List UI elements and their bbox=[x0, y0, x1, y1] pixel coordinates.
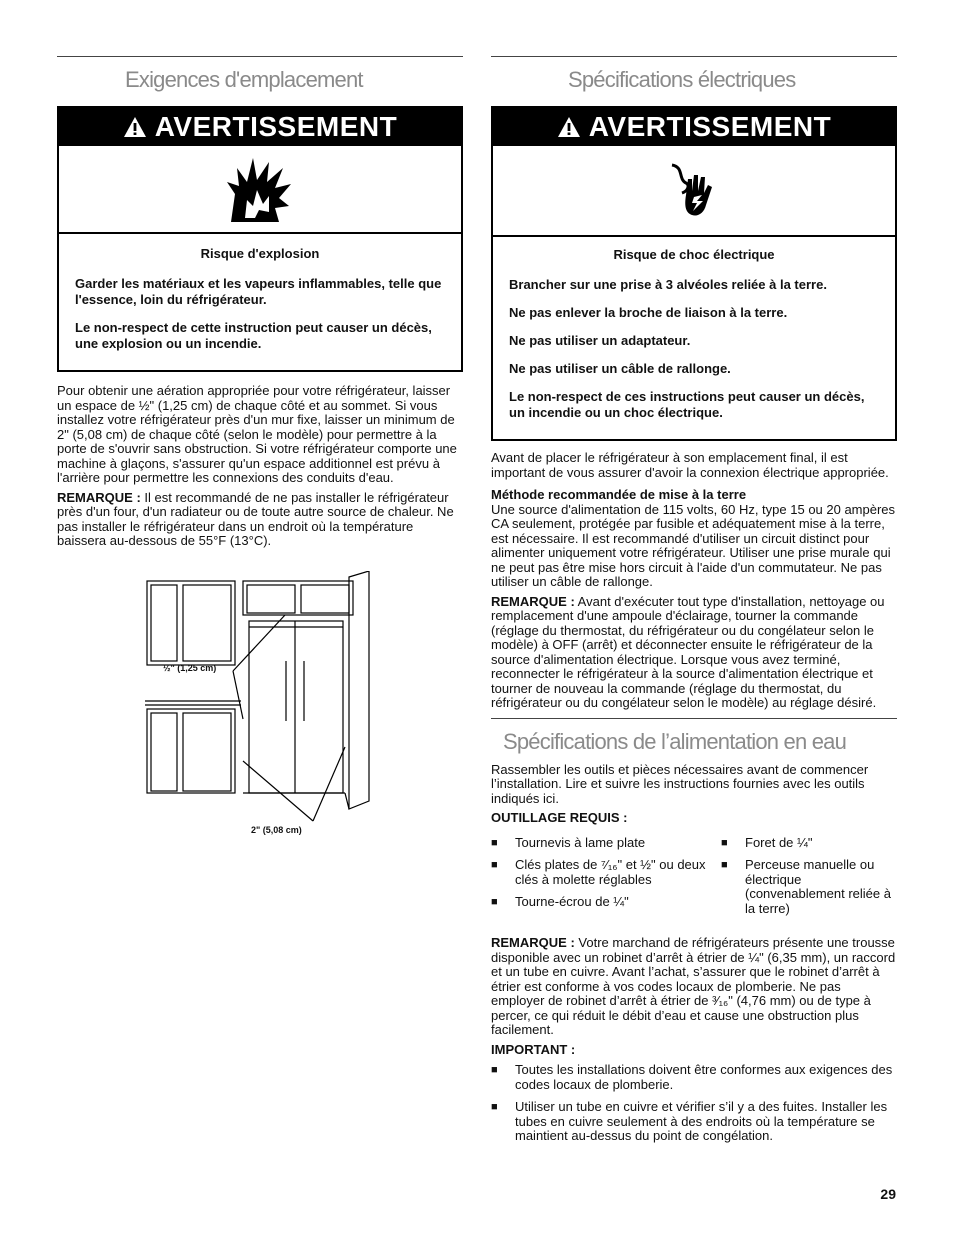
section-title-water: Spécifications de l’alimentation en eau bbox=[503, 728, 847, 754]
section-title-electrical: Spécifications électriques bbox=[568, 67, 796, 92]
location-note bbox=[57, 491, 463, 549]
bullet-square-icon: ■ bbox=[721, 859, 728, 871]
list-item: ■ Utiliser un tube en cuivre et vérifier s’il y a des fuites. Installer les tubes en cuivre seulement à des endroits où la température se maintient au-dessus du point de congélation. bbox=[491, 1099, 888, 1143]
list-item: ■ Tourne-écrou de ¼" bbox=[491, 894, 629, 909]
warning-triangle-icon bbox=[123, 116, 147, 138]
note-text: Il est recommandé de ne pas installer le réfrigérateur près d'un four, d'un radiateur ou de toute autre source de chaleur. Ne pas installer le réfrigérateur dans un endroit où la température baissera au-dessous de 55°F (13°C). bbox=[57, 489, 454, 548]
warning-header bbox=[59, 108, 461, 146]
note-text: Avant d'exécuter tout type d'installation, nettoyage ou remplacement d'une ampoule d'éclairage, tourner la commande (réglage du thermostat, du réfrigérateur ou du congélateur selon le modèle) à OFF (arrêt) et déconnecter ensuite le réfrigérateur de la source d'alimentation électrique. Lorsque vous avez terminé, reconnecter le réfrigérateur à la source d'alimentation électrique et tourner de nouveau la commande (réglage du thermostat, du réfrigérateur ou du congélateur selon le modèle) au réglage désiré. bbox=[491, 593, 885, 710]
warning-line-1: Garder les matériaux et les vapeurs inflammables, telle que l'essence, loin du réfrigérateur. bbox=[75, 276, 442, 307]
warning-triangle-icon bbox=[557, 116, 581, 138]
list-item: ■ Perceuse manuelle ou électrique (convenablement reliée à la terre) bbox=[721, 857, 891, 916]
note-label: REMARQUE : bbox=[491, 593, 575, 609]
warning-line-1: Brancher sur une prise à 3 alvéoles reliée à la terre. bbox=[509, 277, 827, 292]
location-paragraph: Pour obtenir une aération appropriée pour votre réfrigérateur, laisser un espace de ½" (1,25 cm) de chaque côté et au sommet. Si vous installez votre réfrigérateur près d'un mur fixe, laisser un minimum de 2" (5,08 cm) de chaque côté (selon le modèle) pour permettre à la porte de s'ouvrir sans obstruction. Si votre réfrigérateur comporte une machine à glaçons, s'assurer qu'un espace additionnel est prévu à l'arrière pour permettre les connexions des conduits d'eau. bbox=[57, 383, 457, 485]
electrical-paragraph: Avant de placer le réfrigérateur à son emplacement final, il est important de vous assurer d'avoir la connexion électrique appropriée. bbox=[491, 450, 889, 480]
electrical-note bbox=[491, 595, 897, 711]
page-number: 29 bbox=[880, 1186, 896, 1202]
list-item: ■ Toutes les installations doivent être conformes aux exigences des codes locaux de plomberie. bbox=[491, 1062, 893, 1092]
section-title-location: Exigences d'emplacement bbox=[125, 67, 363, 92]
right-column bbox=[491, 56, 897, 1152]
water-intro: Rassembler les outils et pièces nécessaires avant de commencer l’installation. Lire et suivre les instructions fournies avec les outils indiqués ici. bbox=[491, 761, 869, 806]
warning-line-3: Ne pas utiliser un adaptateur. bbox=[509, 333, 691, 348]
warning-box-electric-shock bbox=[491, 106, 897, 441]
bullet-square-icon: ■ bbox=[491, 836, 498, 849]
important-list bbox=[491, 1063, 897, 1144]
list-item: ■ Clés plates de ⁷⁄₁₆" et ½" ou deux clés à molette réglables bbox=[491, 857, 706, 887]
list-item: ■ Foret de ¼" bbox=[721, 834, 813, 850]
bullet-square-icon: ■ bbox=[491, 1101, 498, 1113]
important-heading: IMPORTANT : bbox=[491, 1041, 576, 1057]
list-item: ■ Tournevis à lame plate bbox=[491, 834, 646, 850]
water-section-rule bbox=[491, 718, 897, 719]
bullet-square-icon: ■ bbox=[721, 836, 728, 849]
grounding-method-text: Une source d'alimentation de 115 volts, 60 Hz, type 15 ou 20 ampères CA seulement, protégée par fusible et adéquatement mise à la terre, est nécessaire. Il est recommandé d'utiliser un circuit distinct pour alimenter uniquement votre réfrigérateur. Utiliser une prise murale qui ne peut pas être mise hors circuit à l'aide d'un commutateur. Ne pas utiliser un câble de rallonge. bbox=[491, 501, 896, 589]
warning-line-5: Le non-respect de ces instructions peut causer un décès, un incendie ou un choc électrique. bbox=[509, 389, 865, 420]
left-column bbox=[57, 56, 463, 843]
electric-shock-icon bbox=[664, 161, 724, 221]
warning-risk-title: Risque de choc électrique bbox=[613, 247, 775, 262]
warning-risk-title: Risque d'explosion bbox=[200, 246, 320, 261]
refrigerator-cabinet-drawing bbox=[145, 571, 377, 831]
refrigerator-clearance-diagram bbox=[145, 571, 377, 843]
top-rule-left bbox=[57, 56, 463, 57]
note-label: REMARQUE : bbox=[57, 489, 141, 505]
warning-header bbox=[493, 108, 895, 146]
note-text: Votre marchand de réfrigérateurs présente une trousse disponible avec un robinet d’arrêt à étrier de ¼" (6,35 mm), un raccord et un tube en cuivre. Avant l’achat, s’assurer que le robinet d’arrêt à étrier est conforme à vos codes locaux de plomberie. Ne pas employer de robinet d’arrêt à étrier de ³⁄₁₆" (4,76 mm) ou de type à percer, ce qui réduit le débit d’eau et cause une obstruction plus facilement. bbox=[491, 935, 896, 1037]
warning-box-explosion bbox=[57, 106, 463, 372]
diagram-label-half-inch: ½" (1,25 cm) bbox=[163, 662, 217, 673]
explosion-icon bbox=[225, 154, 295, 224]
grounding-method-heading: Méthode recommandée de mise à la terre bbox=[491, 487, 747, 502]
bullet-square-icon: ■ bbox=[491, 1064, 498, 1076]
warning-header-text: AVERTISSEMENT bbox=[588, 111, 832, 142]
diagram-label-two-inch: 2" (5,08 cm) bbox=[251, 824, 302, 835]
warning-header-text: AVERTISSEMENT bbox=[154, 111, 398, 142]
tools-heading: OUTILLAGE REQUIS : bbox=[491, 810, 628, 825]
note-label: REMARQUE : bbox=[491, 935, 575, 950]
top-rule-right bbox=[491, 56, 897, 57]
tools-list bbox=[491, 836, 897, 925]
warning-line-4: Ne pas utiliser un câble de rallonge. bbox=[509, 361, 731, 376]
warning-line-2: Le non-respect de cette instruction peut causer un décès, une explosion ou un incendie. bbox=[75, 320, 432, 351]
bullet-square-icon: ■ bbox=[491, 896, 498, 908]
warning-line-2: Ne pas enlever la broche de liaison à la terre. bbox=[509, 305, 788, 320]
water-note bbox=[491, 936, 897, 1038]
bullet-square-icon: ■ bbox=[491, 859, 498, 871]
